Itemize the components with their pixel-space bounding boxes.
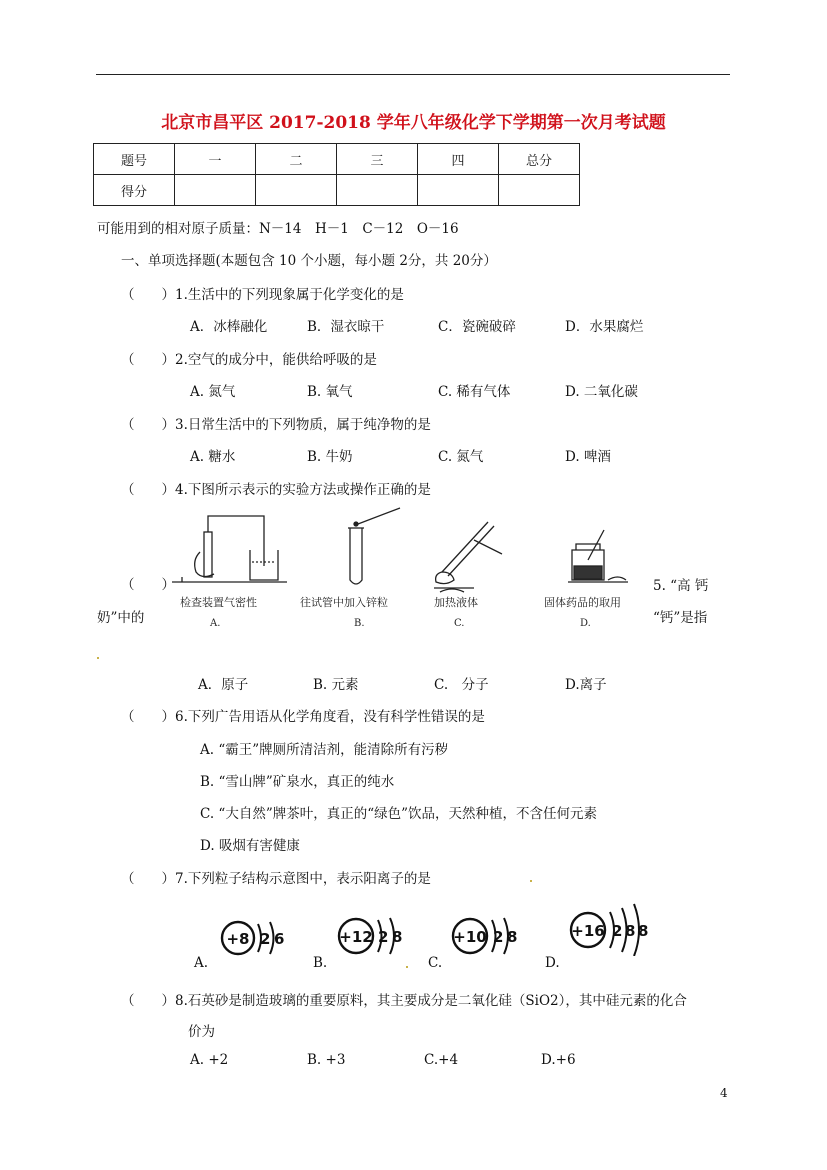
speck [530, 880, 532, 882]
atom-b-nucleus: +12 [339, 928, 373, 946]
q1-option-d: D．水果腐烂 [565, 319, 644, 335]
question-3-stem: （ ）3.日常生活中的下列物质，属于纯净物的是 [121, 417, 431, 433]
score-table-header-row [94, 144, 580, 175]
q2-option-d: D. 二氧化碳 [565, 384, 638, 400]
speck [97, 657, 99, 659]
atom-b-shell-1: 2 [378, 928, 389, 946]
section-heading: 一、单项选择题(本题包含 10 个小题，每小题 2分，共 20分） [121, 253, 497, 269]
atom-a-nucleus: +8 [226, 930, 250, 948]
header-rule [96, 74, 730, 75]
score-header-cell: 二 [256, 144, 337, 175]
experiment-figure [172, 500, 642, 640]
question-8-stem: （ ）8.石英砂是制造玻璃的重要原料，其主要成分是二氧化硅（SiO2），其中硅元素的化合 [121, 993, 687, 1009]
figure-c-caption: 加热液体 [434, 596, 478, 609]
question-7-stem: （ ）7.下列粒子结构示意图中，表示阳离子的是 [121, 871, 431, 887]
question-5-paren: （ ） [121, 577, 175, 593]
q6-option-b: B. “雪山牌”矿泉水，真正的纯水 [200, 774, 395, 790]
score-table-score-row [94, 175, 580, 206]
atom-diagrams [190, 896, 670, 956]
figure-b-caption: 往试管中加入锌粒 [300, 596, 388, 609]
q3-option-a: A. 糖水 [190, 449, 236, 465]
score-header-cell: 题号 [94, 144, 175, 175]
q8-option-b: B. +3 [307, 1052, 346, 1068]
atom-c-shell-1: 2 [493, 928, 504, 946]
score-row-label: 得分 [94, 175, 175, 206]
atom-diagram-b [339, 918, 402, 954]
atom-a-shell-2: 6 [274, 930, 285, 948]
figure-d-caption: 固体药品的取用 [544, 596, 621, 609]
score-cell [256, 175, 337, 206]
q5-option-b: B. 元素 [313, 677, 359, 693]
atom-d-nucleus: +16 [571, 922, 605, 940]
speck [406, 966, 408, 968]
question-6-stem: （ ）6.下列广告用语从化学角度看，没有科学性错误的是 [121, 709, 485, 725]
atom-diagram-a [222, 922, 284, 954]
q8-option-d: D.+6 [541, 1052, 576, 1068]
atom-c-nucleus: +10 [453, 928, 487, 946]
score-header-cell: 三 [337, 144, 418, 175]
q7-option-b: B. [313, 955, 328, 971]
score-cell [337, 175, 418, 206]
question-5-stem-part1: 5. “高 钙 [653, 578, 709, 594]
figure-b-letter: B. [354, 618, 365, 629]
q1-option-a: A．冰棒融化 [190, 319, 268, 335]
score-cell [499, 175, 580, 206]
question-5-stem-part3: “钙”是指 [653, 610, 708, 626]
q6-option-a: A. “霸王”牌厕所清洁剂，能清除所有污秽 [200, 742, 449, 758]
q2-option-a: A. 氮气 [190, 384, 236, 400]
q7-option-c: C. [428, 955, 443, 971]
atom-d-shell-1: 2 [612, 922, 623, 940]
q5-option-c: C. 分子 [434, 677, 489, 693]
score-header-cell: 一 [175, 144, 256, 175]
atom-c-shell-2: 8 [507, 928, 518, 946]
atom-a-shell-1: 2 [260, 930, 271, 948]
page-title: 北京市昌平区 2017-2018 学年八年级化学下学期第一次月考试题 [161, 113, 666, 133]
q1-option-c: C．瓷碗破碎 [438, 319, 516, 335]
atom-d-shell-3: 8 [638, 922, 649, 940]
q6-option-d: D. 吸烟有害健康 [200, 838, 300, 854]
q7-option-a: A. [194, 955, 209, 971]
atom-b-shell-2: 8 [392, 928, 403, 946]
q8-option-c: C.+4 [424, 1052, 459, 1068]
question-2-stem: （ ）2.空气的成分中，能供给呼吸的是 [121, 352, 377, 368]
q3-option-d: D. 啤酒 [565, 449, 611, 465]
q3-option-c: C. 氮气 [438, 449, 484, 465]
q5-option-d: D.离子 [565, 677, 607, 693]
atomic-masses: 可能用到的相对原子质量：N－14 H－1 C－12 O－16 [97, 221, 459, 237]
page-number: 4 [720, 1086, 728, 1100]
q8-option-a: A. +2 [190, 1052, 229, 1068]
q5-option-a: A．原子 [198, 677, 249, 693]
q1-option-b: B．湿衣晾干 [307, 319, 385, 335]
score-header-cell: 总分 [499, 144, 580, 175]
figure-c-letter: C. [454, 618, 465, 629]
figure-a-airtightness [172, 516, 287, 582]
figure-a-caption: 检查装置气密性 [180, 596, 257, 609]
q3-option-b: B. 牛奶 [307, 449, 353, 465]
figure-a-letter: A. [210, 618, 221, 629]
q6-option-c: C. “大自然”牌茶叶，真正的“绿色”饮品，天然种植，不含任何元素 [200, 806, 598, 822]
atom-d-shell-2: 8 [625, 922, 636, 940]
score-cell [175, 175, 256, 206]
q7-option-d: D. [545, 955, 560, 971]
score-header-cell: 四 [418, 144, 499, 175]
q2-option-c: C. 稀有气体 [438, 384, 511, 400]
q2-option-b: B. 氧气 [307, 384, 353, 400]
score-table [93, 143, 580, 206]
atom-diagram-c [453, 918, 517, 954]
atom-diagram-d [571, 904, 648, 956]
question-8-stem-continued: 价为 [188, 1024, 215, 1040]
score-cell [418, 175, 499, 206]
question-4-stem: （ ）4.下图所示表示的实验方法或操作正确的是 [121, 482, 431, 498]
figure-d-letter: D. [580, 618, 591, 629]
figure-c-heating [434, 522, 502, 592]
figure-d-solid-reagent [568, 530, 628, 582]
figure-b-test-tube [348, 508, 400, 584]
question-1-stem: （ ）1.生活中的下列现象属于化学变化的是 [121, 287, 404, 303]
question-5-stem-part2: 奶”中的 [97, 610, 145, 626]
